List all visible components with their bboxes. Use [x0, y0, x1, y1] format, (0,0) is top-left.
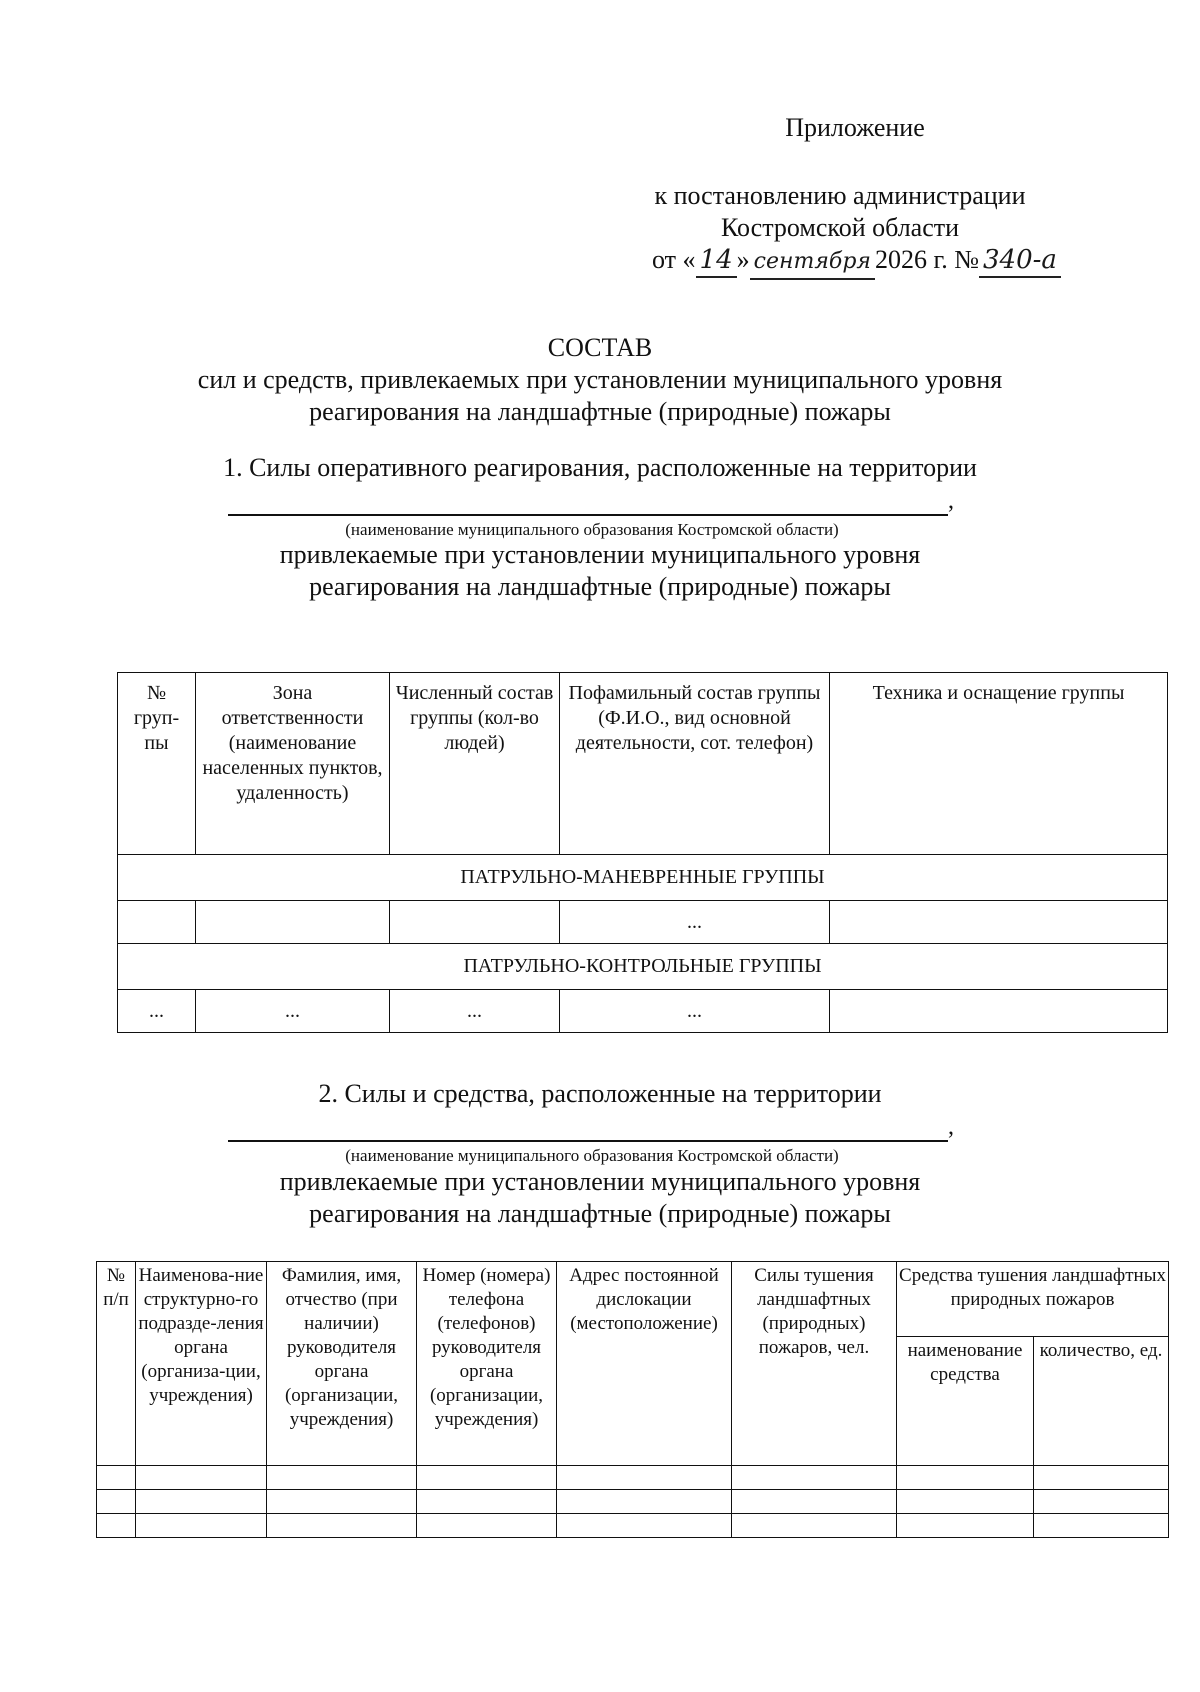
col-header-unit-name: Наименова-ние структурно-го подразде-ления органа (организа-ции, учреждения)	[136, 1262, 267, 1466]
section2-heading: 2. Силы и средства, расположенные на территории	[318, 1079, 882, 1108]
group-label-control: ПАТРУЛЬНО-КОНТРОЛЬНЫЕ ГРУППЫ	[118, 944, 1168, 990]
table-cell	[118, 901, 196, 944]
section2-line-2: реагирования на ландшафтные (природные) пожары	[309, 1199, 891, 1228]
table-row	[118, 990, 1168, 1033]
col-header-address: Адрес постоянной дислокации (местоположение)	[557, 1262, 732, 1466]
col-header-means-qty: количество, ед.	[1034, 1337, 1169, 1466]
section1-blank-line	[228, 514, 948, 516]
section2-caption: (наименование муниципального образования Костромской области)	[345, 1146, 839, 1165]
col-header-forces: Силы тушения ландшафтных (природных) пожаров, чел.	[732, 1262, 897, 1466]
section1-heading: 1. Силы оперативного реагирования, расположенные на территории	[223, 453, 977, 482]
table-cell	[830, 901, 1168, 944]
col-header-head-name: Фамилия, имя, отчество (при наличии) руководителя органа (организации, учреждения)	[267, 1262, 417, 1466]
header-line-1: к постановлению администрации	[654, 181, 1026, 210]
section1-line-2: реагирования на ландшафтные (природные) пожары	[309, 572, 891, 601]
col-header-phone: Номер (номера) телефона (телефонов) руководителя органа (организации, учреждения)	[417, 1262, 557, 1466]
table-cell: ...	[390, 990, 560, 1033]
section1-line-1: привлекаемые при установлении муниципального уровня	[279, 540, 921, 569]
section2-blank-line	[228, 1140, 948, 1142]
handwritten-month: сентября	[750, 246, 875, 280]
table-cell: ...	[118, 990, 196, 1033]
table-cell	[196, 901, 390, 944]
col-header-headcount: Численный состав группы (кол-во людей)	[390, 673, 560, 855]
header-date-line: от « 14 » сентября 2026 г. № 340-а	[600, 244, 1120, 280]
col-header-zone: Зона ответственности (наименование населенных пунктов, удаленность)	[196, 673, 390, 855]
table-header-row	[97, 1262, 1169, 1337]
forces-table	[117, 672, 1168, 1033]
group-row	[118, 944, 1168, 990]
document-subtitle-2: реагирования на ландшафтные (природные) пожары	[309, 397, 891, 426]
group-row	[118, 855, 1168, 901]
col-header-means: Средства тушения ландшафтных природных пожаров	[897, 1262, 1169, 1337]
section2-line-1: привлекаемые при установлении муниципального уровня	[279, 1167, 921, 1196]
table-header-row	[118, 673, 1168, 855]
section1-caption: (наименование муниципального образования Костромской области)	[345, 520, 839, 539]
section2-comma: ,	[948, 1114, 954, 1140]
handwritten-day: 14	[696, 244, 737, 278]
table-row	[118, 901, 1168, 944]
table-cell	[830, 990, 1168, 1033]
col-header-number: № п/п	[97, 1262, 136, 1466]
document-title: СОСТАВ	[547, 333, 653, 362]
table-cell: ...	[560, 901, 830, 944]
group-label-maneuver: ПАТРУЛЬНО-МАНЕВРЕННЫЕ ГРУППЫ	[118, 855, 1168, 901]
col-header-personnel: Пофамильный состав группы (Ф.И.О., вид основной деятельности, сот. телефон)	[560, 673, 830, 855]
table-row	[97, 1490, 1169, 1514]
document-subtitle-1: сил и средств, привлекаемых при установлении муниципального уровня	[197, 365, 1003, 394]
means-table	[96, 1261, 1169, 1538]
col-header-means-name: наименование средства	[897, 1337, 1034, 1466]
appendix-label: Приложение	[785, 113, 925, 142]
table-row	[97, 1514, 1169, 1538]
table-row	[97, 1466, 1169, 1490]
col-header-group-number: № груп-пы	[118, 673, 196, 855]
table-cell	[390, 901, 560, 944]
handwritten-number: 340-а	[979, 244, 1061, 278]
col-header-equipment: Техника и оснащение группы	[830, 673, 1168, 855]
table-cell: ...	[560, 990, 830, 1033]
header-line-2: Костромской области	[720, 213, 960, 242]
section1-comma: ,	[948, 488, 954, 514]
table-cell: ...	[196, 990, 390, 1033]
